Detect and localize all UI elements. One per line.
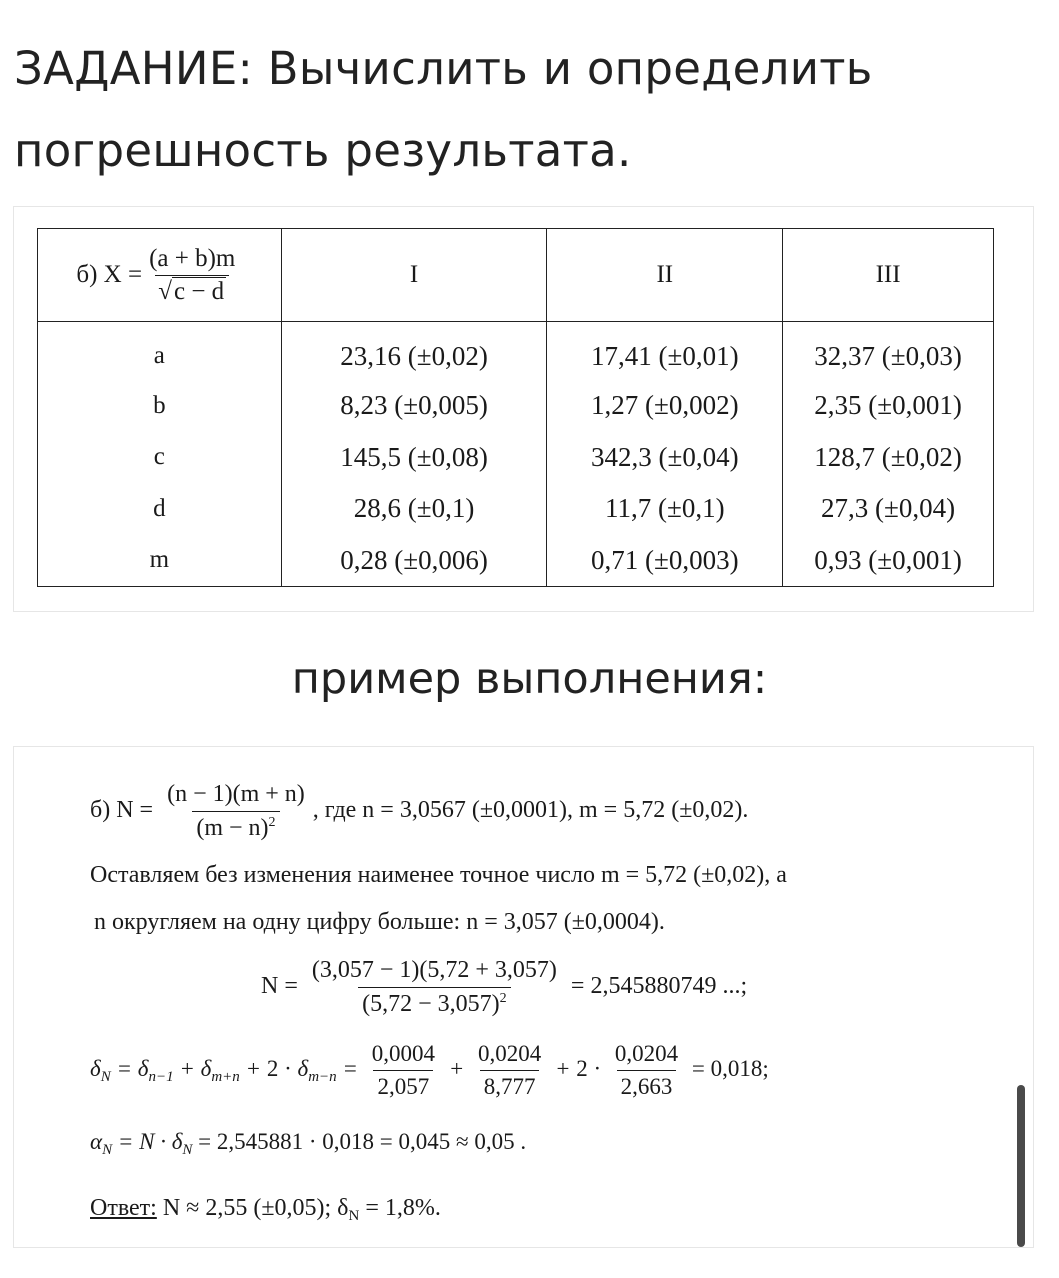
task-heading-line-1: ЗАДАНИЕ: Вычислить и определить <box>14 42 873 95</box>
table-cell: 2,35 (±0,001) <box>783 380 994 432</box>
example-formula-numerator: (n − 1)(m + n) <box>167 781 305 807</box>
example-text-line-3: n округляем на одну цифру больше: n = 3,057 (±0,0004). <box>94 909 665 935</box>
table-cell: 17,41 (±0,01) <box>547 322 783 381</box>
example-answer-line <box>90 1195 441 1225</box>
delta-symbol: δ <box>200 1055 212 1081</box>
answer-end: = 1,8%. <box>359 1195 441 1221</box>
column-header: II <box>547 229 783 322</box>
table-row <box>38 535 994 587</box>
example-formula-exponent: 2 <box>268 815 276 830</box>
example-calc-denominator-base: (5,72 − 3,057) <box>362 991 500 1017</box>
vertical-scrollbar[interactable] <box>1017 1085 1025 1247</box>
delta-fraction-numerator: 0,0204 <box>477 1041 542 1066</box>
formula-fraction <box>146 245 238 306</box>
alpha-symbol: α <box>90 1129 103 1154</box>
delta-symbol: δ <box>297 1055 309 1081</box>
row-label: c <box>38 432 282 484</box>
table-cell: 145,5 (±0,08) <box>281 432 547 484</box>
two-times: 2 · <box>576 1055 602 1081</box>
delta-result: = 0,018; <box>691 1055 769 1081</box>
row-label: m <box>38 535 282 587</box>
table-cell: 0,28 (±0,006) <box>281 535 547 587</box>
table-cell: 0,71 (±0,003) <box>547 535 783 587</box>
table-cell: 11,7 (±0,1) <box>547 483 783 535</box>
task-heading-line-2: погрешность результата. <box>14 124 632 177</box>
example-calc-denominator <box>358 987 511 1018</box>
delta-fraction-numerator: 0,0204 <box>614 1041 679 1066</box>
example-calc-numerator: (3,057 − 1)(5,72 + 3,057) <box>311 957 557 983</box>
plus-sign: + <box>179 1055 195 1081</box>
formula-numerator: (a + b)m <box>149 244 236 272</box>
example-calc-exponent: 2 <box>499 991 507 1006</box>
example-delta-line <box>90 1041 769 1100</box>
table-cell: 128,7 (±0,02) <box>783 432 994 484</box>
example-alpha-line <box>90 1129 526 1159</box>
alpha-sub: N <box>102 1142 113 1158</box>
example-calc-prefix: N = <box>261 973 298 1000</box>
table-cell: 1,27 (±0,002) <box>547 380 783 432</box>
example-formula-line <box>90 781 748 842</box>
answer-sub: N <box>348 1208 360 1224</box>
two-times: 2 · <box>266 1055 292 1081</box>
table-row <box>38 322 994 381</box>
example-formula-denominator <box>192 811 279 842</box>
table-row <box>38 483 994 535</box>
radical-sign: √ <box>158 277 172 305</box>
delta-fraction-denominator: 8,777 <box>480 1070 540 1100</box>
alpha-delta-sub: N <box>182 1142 193 1158</box>
table-cell: 8,23 (±0,005) <box>281 380 547 432</box>
example-calc-result: = 2,545880749 ...; <box>570 973 748 1000</box>
delta-fraction-denominator: 2,663 <box>617 1070 677 1100</box>
plus-sign: + <box>245 1055 262 1081</box>
delta-sub: n−1 <box>148 1068 174 1085</box>
table-cell: 23,16 (±0,02) <box>281 322 547 381</box>
table-header-row <box>38 229 994 322</box>
delta-fraction-denominator: 2,057 <box>373 1070 433 1100</box>
delta-fraction-2 <box>474 1041 545 1100</box>
column-header: III <box>783 229 994 322</box>
table-row <box>38 380 994 432</box>
formula-denominator <box>155 275 229 306</box>
delta-fraction-1 <box>368 1041 439 1100</box>
task-table-panel <box>13 206 1034 612</box>
column-header: I <box>281 229 547 322</box>
row-label: d <box>38 483 282 535</box>
table-cell: 28,6 (±0,1) <box>281 483 547 535</box>
example-title: пример выполнения: <box>291 654 768 704</box>
equals-sign: = <box>116 1055 132 1081</box>
equals-sign: = <box>342 1055 358 1081</box>
delta-sub: N <box>100 1068 111 1085</box>
formula-prefix: б) X = <box>76 261 143 288</box>
example-formula-given: , где n = 3,0567 (±0,0001), m = 5,72 (±0,02). <box>312 797 749 824</box>
example-formula-prefix: б) N = <box>90 797 154 824</box>
delta-symbol: δ <box>90 1055 101 1081</box>
radicand: c − d <box>173 277 225 305</box>
formula-x <box>76 245 242 306</box>
table-cell: 27,3 (±0,04) <box>783 483 994 535</box>
alpha-result: = 2,545881 · 0,018 = 0,045 ≈ 0,05 . <box>198 1129 527 1154</box>
delta-sub: m+n <box>211 1068 240 1085</box>
answer-text: N ≈ 2,55 (±0,05); δ <box>156 1195 349 1221</box>
example-formula-denominator-base: (m − n) <box>196 815 269 841</box>
example-calc-line <box>261 957 747 1018</box>
answer-label: Ответ: <box>90 1195 157 1221</box>
table-cell: 32,37 (±0,03) <box>783 322 994 381</box>
alpha-mid: = N · δ <box>117 1129 183 1154</box>
row-label: b <box>38 380 282 432</box>
delta-fraction-3 <box>611 1041 682 1100</box>
task-table <box>37 228 994 587</box>
example-panel <box>13 746 1034 1248</box>
delta-symbol: δ <box>137 1055 149 1081</box>
formula-cell <box>38 229 282 322</box>
example-text-line-2: Оставляем без изменения наименее точное число m = 5,72 (±0,02), а <box>90 862 787 888</box>
plus-sign: + <box>554 1055 571 1081</box>
task-heading <box>14 28 1034 192</box>
plus-sign: + <box>448 1055 465 1081</box>
row-label: a <box>38 322 282 381</box>
table-cell: 342,3 (±0,04) <box>547 432 783 484</box>
example-formula-fraction <box>163 781 309 842</box>
delta-sub: m−n <box>308 1068 337 1085</box>
table-cell: 0,93 (±0,001) <box>783 535 994 587</box>
example-calc-fraction <box>308 957 561 1018</box>
delta-fraction-numerator: 0,0004 <box>371 1041 435 1066</box>
table-row <box>38 432 994 484</box>
